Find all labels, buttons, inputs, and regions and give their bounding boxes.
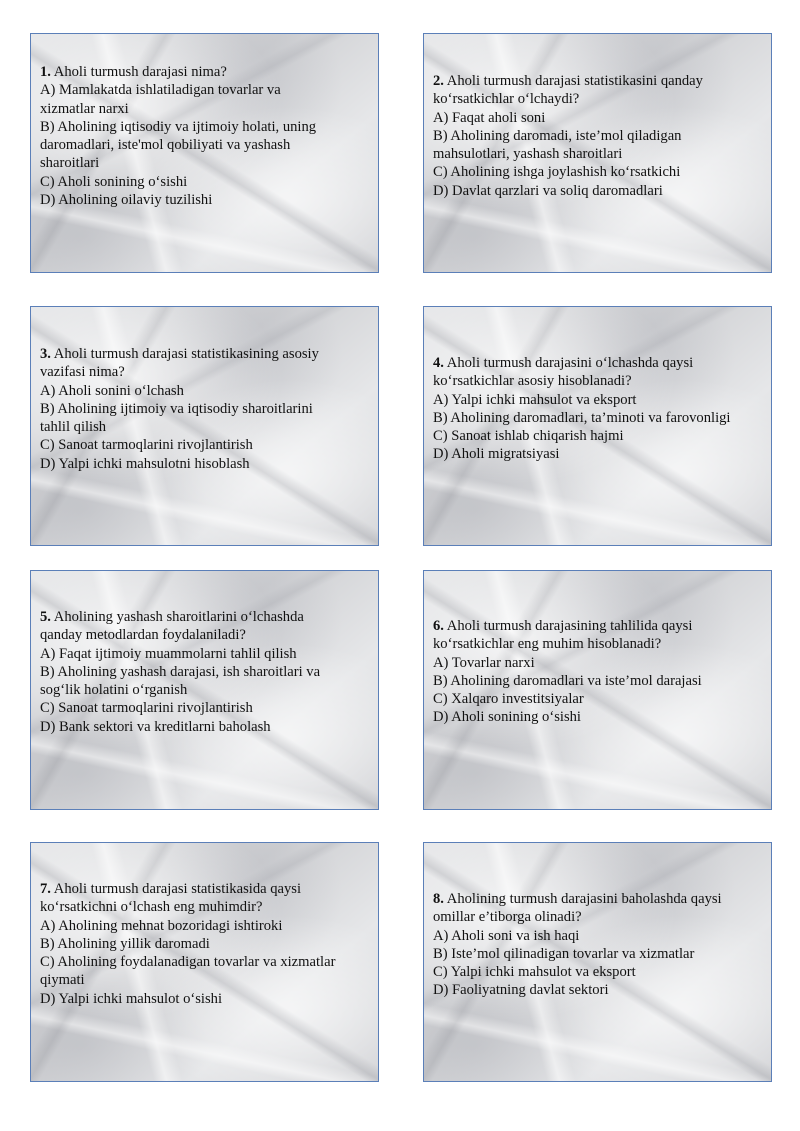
option-d: D) Yalpi ichki mahsulotni hisoblash (40, 455, 250, 472)
question-text: 1. Aholi turmush darajasi nima? (40, 64, 227, 80)
option-d: D) Aholi migratsiyasi (433, 446, 560, 463)
option-a: A) Mamlakatda ishlatiladigan tovarlar va (40, 82, 281, 99)
question-number: 4. (433, 355, 444, 371)
question-card-2 (423, 33, 772, 273)
question-number: 8. (433, 891, 444, 907)
option-d: D) Yalpi ichki mahsulot o‘sishi (40, 990, 223, 1007)
question-number: 2. (433, 73, 444, 89)
question-text-cont: ko‘rsatkichlar o‘lchaydi? (433, 91, 580, 108)
card-content (40, 63, 372, 209)
option-c: C) Aholi sonining o‘sishi (40, 173, 188, 190)
option-d: D) Aholining oilaviy tuzilishi (40, 192, 213, 209)
question-text: 5. Aholining yashash sharoitlarini o‘lchashda (40, 609, 304, 625)
option-b: B) Aholining ijtimoiy va iqtisodiy sharoitlarini (40, 400, 313, 417)
question-text: 2. Aholi turmush darajasi statistikasini qanday (433, 73, 703, 89)
question-text: 4. Aholi turmush darajasini o‘lchashda qaysi (433, 355, 694, 371)
option-a: A) Aholi soni va ish haqi (433, 927, 580, 944)
option-d: D) Bank sektori va kreditlarni baholash (40, 718, 271, 735)
option-a-cont: xizmatlar narxi (40, 100, 129, 117)
card-content (40, 880, 372, 1008)
question-text-cont: omillar e’tiborga olinadi? (433, 909, 582, 926)
question-card-5 (30, 570, 379, 810)
option-c: C) Aholining ishga joylashish ko‘rsatkichi (433, 164, 681, 181)
option-a: A) Yalpi ichki mahsulot va eksport (433, 391, 637, 408)
card-content (433, 890, 765, 1000)
option-a: A) Aholining mehnat bozoridagi ishtiroki (40, 917, 283, 934)
option-b: B) Aholining yillik daromadi (40, 935, 210, 952)
question-text: 3. Aholi turmush darajasi statistikasining asosiy (40, 346, 319, 362)
option-c: C) Sanoat ishlab chiqarish hajmi (433, 428, 624, 445)
option-b-cont: sharoitlari (40, 155, 100, 172)
question-card-3 (30, 306, 379, 546)
option-a: A) Aholi sonini o‘lchash (40, 382, 184, 399)
option-c: C) Sanoat tarmoqlarini rivojlantirish (40, 437, 253, 454)
question-card-6 (423, 570, 772, 810)
card-content (433, 617, 765, 727)
question-card-1 (30, 33, 379, 273)
question-text-cont: qanday metodlardan foydalaniladi? (40, 627, 246, 644)
option-b: B) Aholining daromadlari va iste’mol darajasi (433, 672, 702, 689)
option-b-cont: sog‘lik holatini o‘rganish (40, 682, 188, 699)
option-b: B) Aholining daromadlari, ta’minoti va farovonligi (433, 409, 731, 426)
question-number: 7. (40, 881, 51, 897)
option-c: C) Aholining foydalanadigan tovarlar va xizmatlar (40, 954, 336, 971)
question-text: 8. Aholining turmush darajasini baholashda qaysi (433, 891, 722, 907)
option-a: A) Faqat aholi soni (433, 109, 546, 126)
option-b-cont: mahsulotlari, yashash sharoitlari (433, 146, 623, 163)
option-c-cont: qiymati (40, 972, 85, 989)
question-text-cont: ko‘rsatkichlar eng muhim hisoblanadi? (433, 636, 662, 653)
option-b: B) Aholining iqtisodiy va ijtimoiy holati, uning (40, 118, 317, 135)
card-content (433, 72, 765, 200)
option-b-cont: tahlil qilish (40, 419, 107, 436)
option-b: B) Iste’mol qilinadigan tovarlar va xizmatlar (433, 945, 695, 962)
card-content (433, 354, 765, 464)
question-card-7 (30, 842, 379, 1082)
question-number: 3. (40, 346, 51, 362)
card-content (40, 345, 372, 473)
option-a: A) Faqat ijtimoiy muammolarni tahlil qilish (40, 645, 297, 662)
option-b: B) Aholining daromadi, iste’mol qiladigan (433, 127, 682, 144)
question-text-cont: vazifasi nima? (40, 364, 125, 381)
question-text-cont: ko‘rsatkichni o‘lchash eng muhimdir? (40, 899, 263, 916)
question-card-8 (423, 842, 772, 1082)
question-text: 7. Aholi turmush darajasi statistikasida qaysi (40, 881, 302, 897)
option-b: B) Aholining yashash darajasi, ish sharoitlari va (40, 663, 321, 680)
option-a: A) Tovarlar narxi (433, 654, 535, 671)
question-card-4 (423, 306, 772, 546)
question-number: 5. (40, 609, 51, 625)
option-c: C) Sanoat tarmoqlarini rivojlantirish (40, 700, 253, 717)
option-b-cont: daromadlari, iste'mol qobiliyati va yashash (40, 137, 291, 154)
question-number: 6. (433, 618, 444, 634)
option-d: D) Davlat qarzlari va soliq daromadlari (433, 182, 663, 199)
question-number: 1. (40, 64, 51, 80)
question-text: 6. Aholi turmush darajasining tahlilida qaysi (433, 618, 693, 634)
option-d: D) Faoliyatning davlat sektori (433, 982, 609, 999)
option-c: C) Xalqaro investitsiyalar (433, 691, 584, 708)
option-d: D) Aholi sonining o‘sishi (433, 709, 581, 726)
card-content (40, 608, 372, 736)
question-text-cont: ko‘rsatkichlar asosiy hisoblanadi? (433, 373, 632, 390)
option-c: C) Yalpi ichki mahsulot va eksport (433, 964, 636, 981)
